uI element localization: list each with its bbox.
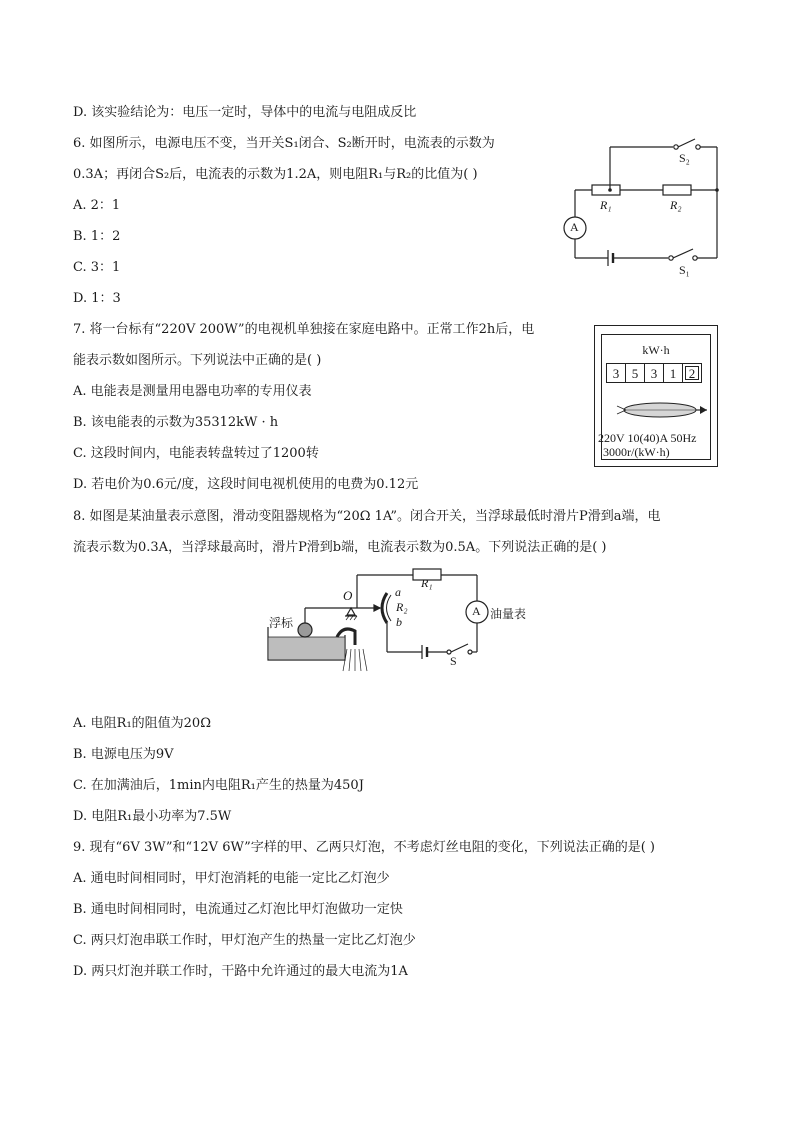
q6-label-s1: S₁ xyxy=(679,263,690,277)
q6-option-d: D. 1：3 xyxy=(73,291,121,306)
q8-stem-line1: 8. 如图是某油量表示意图，滑动变阻器规格为“20Ω 1A”。闭合开关，当浮球最低时滑片P滑到a端，电 xyxy=(73,509,661,524)
q8-option-d: D. 电阻R₁最小功率为7.5W xyxy=(73,809,232,824)
q6-option-b: B. 1：2 xyxy=(73,229,121,244)
meter-digit: 3 xyxy=(606,363,626,383)
meter-digit: 1 xyxy=(663,363,683,383)
q6-label-s2: S₂ xyxy=(679,151,690,165)
meter-panel xyxy=(598,334,711,460)
meter-spec: 220V 10(40)A 50Hz xyxy=(598,431,697,445)
q5-option-d: D. 该实验结论为：电压一定时，导体中的电流与电阻成反比 xyxy=(73,105,417,120)
q9-option-a: A. 通电时间相同时，甲灯泡消耗的电能一定比乙灯泡少 xyxy=(73,871,390,886)
meter-digit: 5 xyxy=(625,363,645,383)
meter-digit-decimal: 2 xyxy=(682,363,702,383)
q9-stem: 9. 现有“6V 3W”和“12V 6W”字样的甲、乙两只灯泡，不考虑灯丝电阻的变化，下列说法正确的是( ) xyxy=(73,840,655,855)
meter-digit: 3 xyxy=(644,363,664,383)
q8-switch-label: S xyxy=(450,654,457,668)
q8-option-b: B. 电源电压为9V xyxy=(73,747,174,762)
q8-option-c: C. 在加满油后，1min内电阻R₁产生的热量为450J xyxy=(73,778,364,793)
meter-digits xyxy=(607,363,702,383)
q6-option-c: C. 3：1 xyxy=(73,260,121,275)
q6-stem-line2: 0.3A；再闭合S₂后，电流表的示数为1.2A，则电阻R₁与R₂的比值为( ) xyxy=(73,167,478,182)
q9-option-d: D. 两只灯泡并联工作时，干路中允许通过的最大电流为1A xyxy=(73,964,408,979)
q7-option-b: B. 该电能表的示数为35312kW · h xyxy=(73,415,279,430)
q8-oil-gauge-diagram xyxy=(265,565,545,694)
q8-stem-line2: 流表示数为0.3A，当浮球最高时，滑片P滑到b端，电流表示数为0.5A。下列说法正确的是( ) xyxy=(73,540,607,555)
electric-meter-figure xyxy=(594,325,718,467)
q6-stem-line1: 6. 如图所示，电源电压不变，当开关S₁闭合、S₂断开时，电流表的示数为 xyxy=(73,136,495,151)
meter-rate: 3000r/(kW·h) xyxy=(603,445,670,459)
q6-label-r2: R₂ xyxy=(670,198,682,212)
q8-r1-label: R₁ xyxy=(421,576,433,590)
q6-ammeter-symbol: A xyxy=(570,220,579,234)
q8-oil-meter-label: 油量表 xyxy=(490,607,527,621)
q8-r2-label: R₂ xyxy=(396,600,408,614)
q8-end-b-label: b xyxy=(396,615,402,629)
q7-stem-line2: 能表示数如图所示。下列说法中正确的是( ) xyxy=(73,353,322,368)
q8-ammeter-symbol: A xyxy=(472,604,481,618)
q6-circuit-diagram xyxy=(560,135,730,289)
q8-option-a: A. 电阻R₁的阻值为20Ω xyxy=(73,716,211,731)
meter-disc-icon xyxy=(614,397,710,423)
q7-option-c: C. 这段时间内，电能表转盘转过了1200转 xyxy=(73,446,319,461)
q7-option-d: D. 若电价为0.6元/度，这段时间电视机使用的电费为0.12元 xyxy=(73,477,419,492)
q9-option-b: B. 通电时间相同时，电流通过乙灯泡比甲灯泡做功一定快 xyxy=(73,902,403,917)
q6-option-a: A. 2：1 xyxy=(73,198,121,213)
q7-option-a: A. 电能表是测量用电器电功率的专用仪表 xyxy=(73,384,312,399)
q9-option-c: C. 两只灯泡串联工作时，甲灯泡产生的热量一定比乙灯泡少 xyxy=(73,933,416,948)
q6-label-r1: R₁ xyxy=(600,198,612,212)
q8-pivot-label: O xyxy=(343,588,353,603)
q7-stem-line1: 7. 将一台标有“220V 200W”的电视机单独接在家庭电路中。正常工作2h后，电 xyxy=(73,322,535,337)
q8-end-a-label: a xyxy=(395,585,401,599)
meter-unit: kW·h xyxy=(642,343,670,357)
q8-float-label: 浮标 xyxy=(269,616,294,630)
